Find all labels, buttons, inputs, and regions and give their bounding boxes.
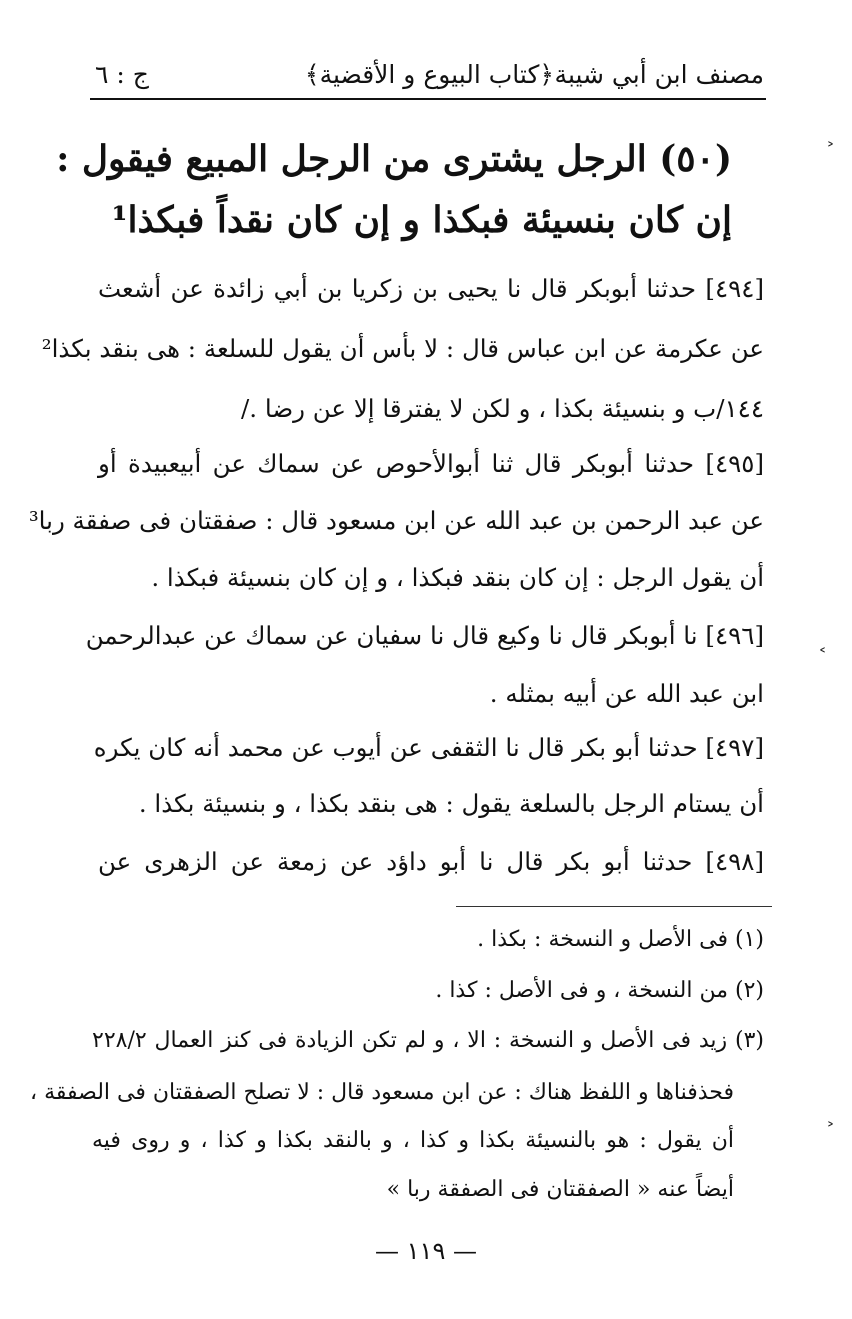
footnote-line: (١) فى الأصل و النسخة : بكذا .	[477, 927, 764, 952]
margin-mark-icon: ˃	[826, 140, 835, 161]
footnote-line: أيضاً عنه « الصفقتان فى الصفقة ربا »	[386, 1177, 734, 1202]
chapter-title-line-1: (٥٠) الرجل يشترى من الرجل المبيع فيقول :	[56, 138, 732, 180]
margin-mark-icon: ˂	[818, 646, 827, 667]
footnote-line: (٢) من النسخة ، و فى الأصل : كذا .	[435, 978, 764, 1003]
footnote-line: أن يقول : هو بالنسيئة بكذا و كذا ، و بالنقد بكذا و كذا ، و روى فيه	[92, 1128, 734, 1153]
body-line: [٤٩٥] حدثنا أبوبكر قال ثنا أبوالأحوص عن سماك عن أبيعبيدة أو	[98, 449, 764, 478]
running-header-book: مصنف ابن أبي شيبة	[554, 60, 764, 89]
body-line: [٤٩٧] حدثنا أبو بكر قال نا الثقفى عن أيوب عن محمد أنه كان يكره	[93, 733, 764, 762]
header-rule	[90, 98, 766, 100]
body-line: [٤٩٦] نا أبوبكر قال نا وكيع قال نا سفيان عن سماك عن عبدالرحمن	[85, 621, 764, 650]
running-header-volume: ج : ٦	[95, 60, 149, 89]
chapter-title-line-2: إن كان بنسيئة فبكذا و إن كان نقداً فبكذا¹	[111, 199, 732, 241]
margin-mark-icon: ˃	[826, 1120, 835, 1141]
running-header-chapter: ﴿كتاب البيوع و الأقضية﴾	[304, 60, 554, 89]
body-line: عن عبد الرحمن بن عبد الله عن ابن مسعود قال : صفقتان فى صفقة ربا³	[28, 506, 764, 535]
footnote-line: فحذفناها و اللفظ هناك : عن ابن مسعود قال : لا تصلح الصفقتان فى الصفقة ،	[30, 1080, 734, 1105]
body-line: [٤٩٤] حدثنا أبوبكر قال نا يحيى بن زكريا بن أبي زائدة عن أشعث	[98, 274, 764, 303]
footnote-separator	[456, 906, 772, 907]
body-line: عن عكرمة عن ابن عباس قال : لا بأس أن يقول للسلعة : هى بنقد بكذا²	[41, 334, 764, 363]
body-line: [٤٩٨] حدثنا أبو بكر قال نا أبو داؤد عن زمعة عن الزهرى عن	[98, 847, 764, 876]
body-line: أن يقول الرجل : إن كان بنقد فبكذا ، و إن كان بنسيئة فبكذا .	[151, 563, 764, 592]
body-line: ابن عبد الله عن أبيه بمثله .	[489, 679, 764, 708]
footnote-line: (٣) زيد فى الأصل و النسخة : الا ، و لم تكن الزيادة فى كنز العمال ٢٢٨/٢	[92, 1028, 764, 1053]
body-line: ١٤٤/ب و بنسيئة بكذا ، و لكن لا يفترقا إلا عن رضا ./	[241, 394, 764, 423]
body-line: أن يستام الرجل بالسلعة يقول : هى بنقد بكذا ، و بنسيئة بكذا .	[138, 789, 764, 818]
page-number: — ١١٩ —	[375, 1237, 477, 1265]
